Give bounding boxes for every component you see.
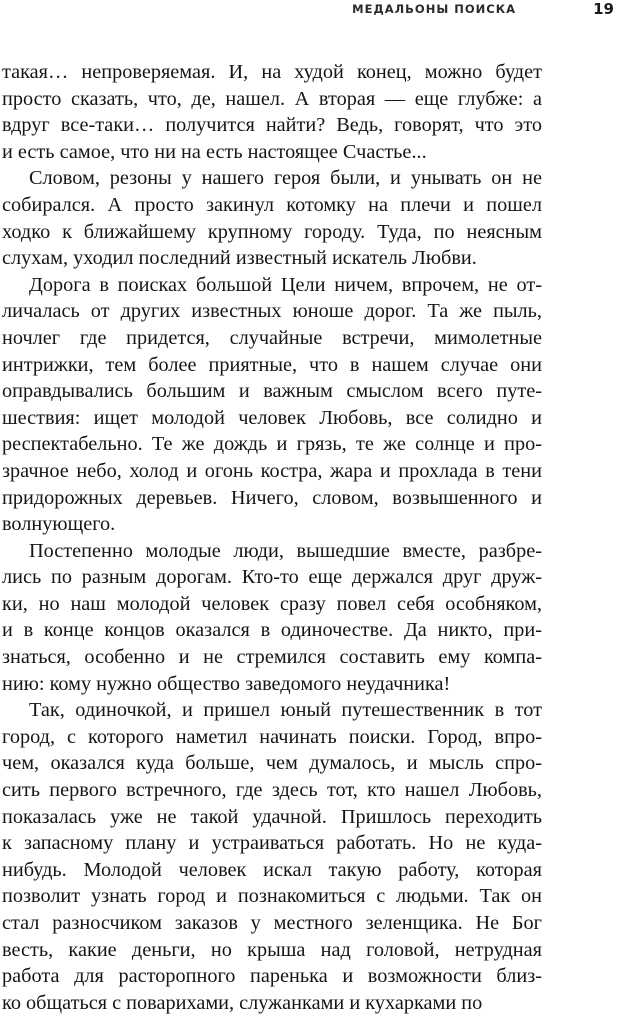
text-line: такая… непроверяемая. И, на худой конец, можно будет <box>2 61 542 83</box>
text-line: работа для расторопного паренька и возможности близ- <box>2 965 542 988</box>
text-line: нибудь. Молодой человек искал такую работу, которая <box>2 858 542 881</box>
running-title: МЕДАЛЬОНЫ ПОИСКА <box>352 2 516 16</box>
text-line: лись по разным дорогам. Кто-то еще держался друг друж- <box>2 566 542 589</box>
text-line: ки, но наш молодой человек сразу повел себя особняком, <box>2 592 542 615</box>
text-line: просто сказать, что, де, нашел. А вторая — еще глубже: а <box>2 87 542 110</box>
text-line: Постепенно молодые люди, вышедшие вместе, разбре- <box>29 539 542 562</box>
text-line: к запасному плану и устраиваться работать. Но не куда- <box>2 832 542 855</box>
page-number: 19 <box>593 0 614 18</box>
paragraph <box>2 697 542 1016</box>
paragraph <box>2 272 542 538</box>
text-line: чем, оказался куда больше, чем думалось, и мысль спро- <box>2 752 542 775</box>
paragraph <box>2 165 542 271</box>
paragraph <box>2 538 542 698</box>
text-line: собирался. А просто закинул котомку на плечи и пошел <box>2 193 542 216</box>
text-line: Так, одиночкой, и пришел юный путешественник в тот <box>29 699 542 722</box>
text-line: придорожных деревьев. Ничего, словом, возвышенного и <box>2 486 542 509</box>
text-line: сить первого встречного, где здесь тот, кто нашел Любовь, <box>2 779 542 802</box>
text-line: респектабельно. Те же дождь и грязь, те же солнце и про- <box>2 433 542 456</box>
paragraph <box>2 59 542 165</box>
text-line: вдруг все-таки… получится найти? Ведь, говорят, что это <box>2 114 542 137</box>
text-line: оправдывались большим и важным смыслом всего путе- <box>2 380 542 403</box>
text-line: стал разносчиком заказов у местного зеленщика. Не Бог <box>2 912 542 934</box>
text-line: слухам, уходил последний известный искатель Любви. <box>2 247 477 270</box>
text-line: Словом, резоны у нашего героя были, и унывать он не <box>29 167 542 190</box>
text-line: ночлег где придется, случайные встречи, мимолетные <box>2 326 542 349</box>
text-line: интрижки, тем более приятные, что в нашем случае они <box>2 353 542 376</box>
text-line: личалась от других известных юноше дорог. Та же пыль, <box>2 300 542 323</box>
text-line: волнующего. <box>2 513 116 536</box>
text-line: город, с которого наметил начинать поиски. Город, впро- <box>2 725 542 748</box>
text-line: нию: кому нужно общество заведомого неудачника! <box>2 672 451 695</box>
text-line: и есть самое, что ни на есть настоящее Счастье... <box>2 140 427 163</box>
text-line: Дорога в поисках большой Цели ничем, впрочем, не от- <box>29 273 542 296</box>
text-line: показалась уже не такой удачной. Пришлось переходить <box>2 805 542 828</box>
text-line: шествия: ищет молодой человек Любовь, все солидно и <box>2 406 542 429</box>
text-line: позволит узнать город и познакомиться с людьми. Так он <box>2 885 542 908</box>
text-line: и в конце концов оказался в одиночестве. Да никто, при- <box>2 619 542 642</box>
text-line: зрачное небо, холод и огонь костра, жара и прохлада в тени <box>2 459 542 482</box>
text-line: ходко к ближайшему крупному городу. Туда, по неясным <box>2 220 542 243</box>
body-text <box>2 59 542 1016</box>
text-line: знаться, особенно и не стремился составить ему компа- <box>2 646 542 669</box>
text-line: весть, какие деньги, но крыша над головой, нетрудная <box>2 938 542 961</box>
text-line: ко общаться с поварихами, служанками и кухарками по <box>2 991 483 1014</box>
